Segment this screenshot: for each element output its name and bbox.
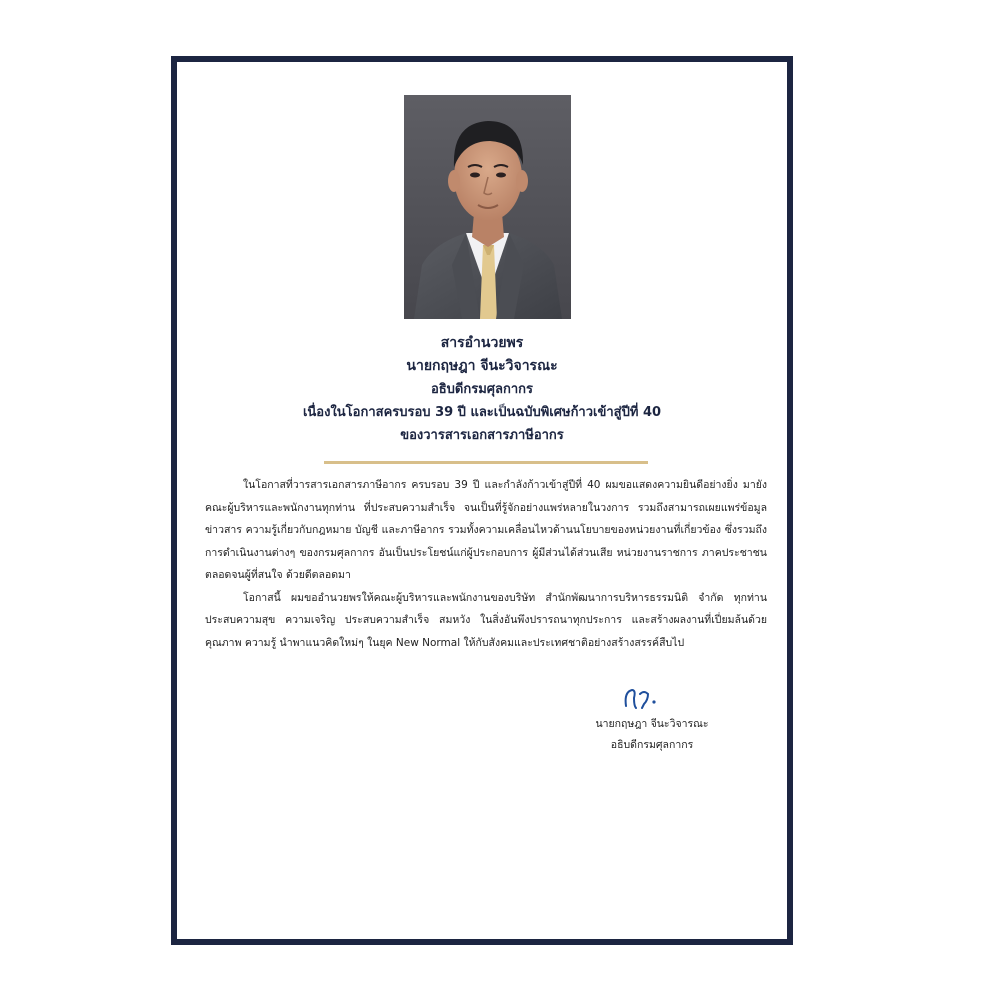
letter-body [205, 474, 767, 654]
author-position: อธิบดีกรมศุลกากร [430, 382, 534, 397]
paragraph-2: โอกาสนี้ ผมขออำนวยพรให้คณะผู้บริหารและพนักงานของบริษัท สำนักพัฒนาการบริหารธรรมนิติ จำกัด ทุกท่าน ประสบความสุข ความเจริญ ประสบความสำเร็จ สมหวัง ในสิ่งอันพึงปรารถนาทุกประการ และสร้างผลงานที่เปี่ยมล้นด้วยคุณภาพ ความรู้ นำพาแนวคิดใหม่ๆ ในยุค New Normal ให้กับสังคมและประเทศชาติอย่างสร้างสรรค์สืบไป [205, 591, 767, 649]
letter-frame [171, 56, 793, 945]
occasion-line: เนื่องในโอกาสครบรอบ 39 ปี และเป็นฉบับพิเศษก้าวเข้าสู่ปีที่ 40 [302, 405, 662, 420]
portrait-photo [404, 95, 571, 319]
publication-line: ของวารสารเอกสารภาษีอากร [400, 428, 564, 443]
author-name: นายกฤษฎา จีนะวิจารณะ [406, 358, 558, 374]
divider [324, 461, 648, 464]
signer-name: นายกฤษฎา จีนะวิจารณะ [595, 718, 709, 730]
signature-block [572, 714, 732, 756]
paragraph-1: ในโอกาสที่วารสารเอกสารภาษีอากร ครบรอบ 39 ปี และกำลังก้าวเข้าสู่ปีที่ 40 ผมขอแสดงความยินดีอย่างยิ่ง มายังคณะผู้บริหารและพนักงานทุกท่าน ที่ประสบความสำเร็จ จนเป็นที่รู้จักอย่างแพร่หลายในวงการ รวมถึงสามารถเผยแพร่ข้อมูล ข่าวสาร ความรู้เกี่ยวกับกฎหมาย บัญชี และภาษีอากร รวมทั้งความเคลื่อนไหวด้านนโยบายของหน่วยงานที่เกี่ยวข้อง ซึ่งรวมถึงการดำเนินงานต่างๆ ของกรมศุลกากร อันเป็นประโยชน์แก่ผู้ประกอบการ ผู้มีส่วนได้ส่วนเสีย หน่วยงานราชการ ภาคประชาชน ตลอดจนผู้ที่สนใจ ด้วยดีตลอดมา [205, 479, 767, 581]
signer-position: อธิบดีกรมศุลกากร [610, 739, 694, 751]
letter-title: สารอำนวยพร [440, 335, 524, 351]
handwritten-signature-icon [622, 682, 672, 712]
letter-header [177, 332, 787, 447]
